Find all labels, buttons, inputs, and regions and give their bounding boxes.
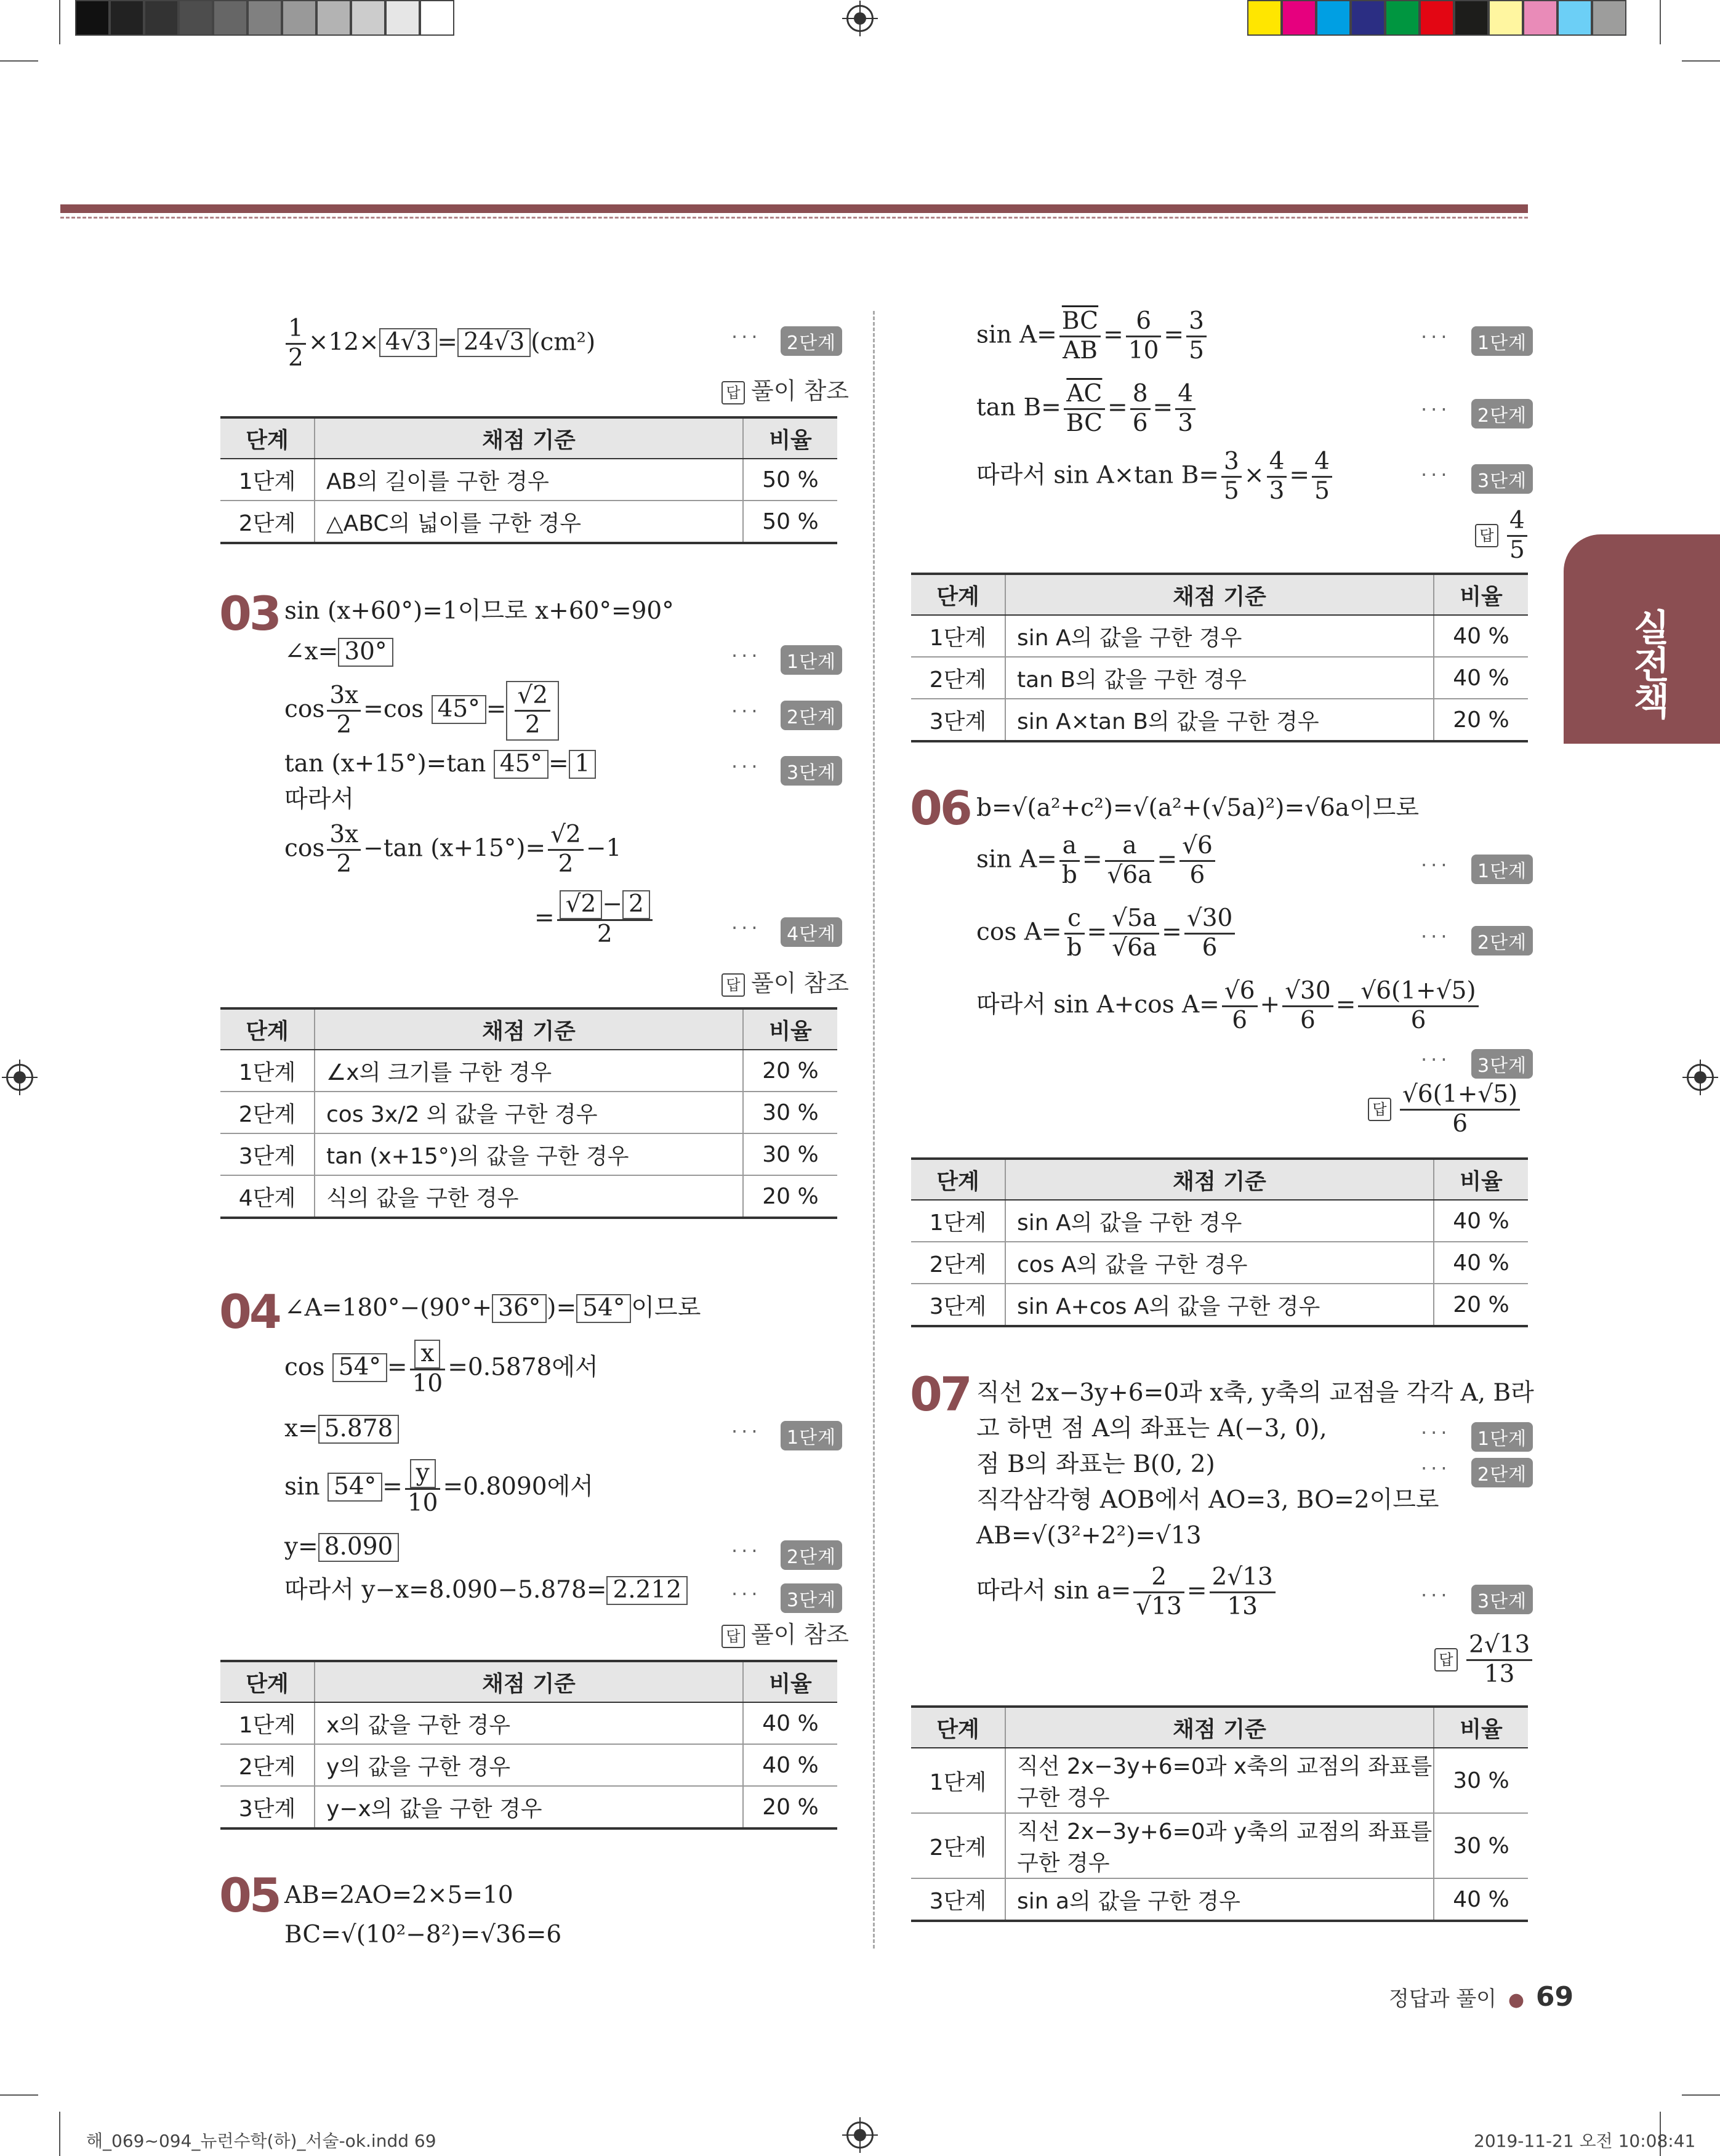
table-cell: sin A의 값을 구한 경우 xyxy=(1005,615,1434,657)
crop-mark xyxy=(0,2094,38,2096)
step-badge: 3단계 xyxy=(781,756,842,786)
table-cell: 2단계 xyxy=(911,1242,1005,1284)
math-line: 따라서 sin A×tan B= $\frac{3}{5}$ × $\frac{4}{3}$ = $\frac{4}{5}$ xyxy=(976,448,1335,505)
table-cell: 20 % xyxy=(743,1050,837,1092)
table-header-cell: 단계 xyxy=(911,1159,1005,1200)
color-swatch xyxy=(351,0,385,36)
scoring-table-04 xyxy=(220,1660,837,1830)
problem-number: 04 xyxy=(219,1284,279,1339)
math-line: 고 하면 점 A의 좌표는 A(−3, 0), xyxy=(976,1415,1327,1442)
table-cell: 40 % xyxy=(743,1744,837,1786)
step-dots: ··· xyxy=(1421,463,1451,486)
math-line: = $\frac{√2 - 2}{2}$ xyxy=(534,890,655,949)
table-cell: 20 % xyxy=(1434,699,1528,741)
table-cell: 40 % xyxy=(1434,615,1528,657)
table-cell: 3단계 xyxy=(911,1284,1005,1326)
table-header-cell: 단계 xyxy=(220,1661,315,1702)
crop-mark xyxy=(59,2112,60,2156)
table-cell: 1단계 xyxy=(220,1050,315,1092)
area-expression: $\frac{1}{2}$ ×12× 4√3 = 24√3 (cm²) xyxy=(283,315,595,372)
math-line: 따라서 sin A+cos A= $\frac{√6}{6}$ + $\frac{√30}{6}$ = $\frac{√6(1+√5)}{6}$ xyxy=(976,978,1481,1035)
math-line: AB=2AO=2×5=10 xyxy=(284,1881,513,1909)
answer-mark-icon: 답 xyxy=(721,381,745,404)
table-row xyxy=(911,1748,1528,1813)
step-dots: ··· xyxy=(731,325,762,348)
math-line: y= 8.090 xyxy=(284,1533,399,1562)
crop-mark xyxy=(1682,60,1720,62)
table-cell: 30 % xyxy=(743,1133,837,1175)
color-swatch xyxy=(1454,0,1489,36)
header-band xyxy=(60,204,1528,213)
table-header-cell: 채점 기준 xyxy=(1005,1159,1434,1200)
color-swatch xyxy=(282,0,316,36)
table-cell: 40 % xyxy=(1434,1878,1528,1921)
registration-mark-bottom xyxy=(846,2122,874,2149)
table-cell: 20 % xyxy=(1434,1284,1528,1326)
answer-mark-icon: 답 xyxy=(1434,1648,1458,1671)
math-line: 직선 2x−3y+6=0과 x축, y축의 교점을 각각 A, B라 xyxy=(976,1379,1534,1407)
step-badge: 3단계 xyxy=(1471,464,1533,494)
scoring-table-07 xyxy=(911,1705,1528,1922)
step-badge: 2단계 xyxy=(1471,1458,1533,1487)
table-header-row xyxy=(220,1661,837,1702)
color-swatch xyxy=(1420,0,1454,36)
table-cell: tan (x+15°)의 값을 구한 경우 xyxy=(315,1133,743,1175)
table-cell: y−x의 값을 구한 경우 xyxy=(315,1786,743,1828)
step-badge: 1단계 xyxy=(781,645,842,675)
table-cell: 40 % xyxy=(1434,657,1528,699)
table-cell: 2단계 xyxy=(220,1092,315,1133)
step-dots: ··· xyxy=(1421,398,1451,421)
crop-mark xyxy=(1660,0,1661,44)
color-swatch xyxy=(1282,0,1316,36)
math-line: tan B= $\frac{\overline{AC}}{BC}$ = $\frac{8}{6}$ = $\frac{4}{3}$ xyxy=(976,380,1198,438)
math-line: b=√(a²+c²)=√(a²+(√5a)²)=√6a이므로 xyxy=(976,794,1420,822)
table-row xyxy=(911,699,1528,741)
table-cell: 30 % xyxy=(1434,1813,1528,1878)
table-cell: △ABC의 넓이를 구한 경우 xyxy=(315,501,743,543)
table-cell: cos 3x/2 의 값을 구한 경우 xyxy=(315,1092,743,1133)
step-badge: 2단계 xyxy=(781,701,842,730)
registration-mark-top xyxy=(846,5,874,32)
step-badge: 2단계 xyxy=(781,326,842,356)
scoring-table-03 xyxy=(220,1007,837,1219)
table-row xyxy=(220,1050,837,1092)
table-cell: 직선 2x−3y+6=0과 x축의 교점의 좌표를 구한 경우 xyxy=(1005,1748,1434,1813)
table-header-row xyxy=(911,574,1528,615)
math-line: sin (x+60°)=1이므로 x+60°=90° xyxy=(284,597,674,625)
step-dots: ··· xyxy=(731,1420,762,1443)
table-row xyxy=(911,657,1528,699)
answer-mark-icon: 답 xyxy=(1368,1098,1391,1121)
table-cell: 20 % xyxy=(743,1786,837,1828)
table-row xyxy=(220,1175,837,1218)
footer-label: 정답과 풀이 xyxy=(1389,1987,1497,2011)
table-row xyxy=(911,1284,1528,1326)
color-swatch xyxy=(75,0,110,36)
table-row xyxy=(220,1786,837,1828)
step-dots: ··· xyxy=(731,755,762,778)
table-row xyxy=(220,1092,837,1133)
side-tab-label: 실전책 xyxy=(1627,608,1670,719)
math-line: ∠x= 30° xyxy=(284,638,393,667)
table-cell: 50 % xyxy=(743,459,837,501)
table-cell: AB의 길이를 구한 경우 xyxy=(315,459,743,501)
problem-number: 06 xyxy=(910,781,970,835)
problem-number: 07 xyxy=(910,1367,970,1422)
step-dots: ··· xyxy=(731,916,762,939)
side-tab xyxy=(1564,534,1720,744)
problem-number: 05 xyxy=(219,1868,279,1923)
table-header-cell: 비율 xyxy=(1434,1159,1528,1200)
math-line: 따라서 y−x=8.090−5.878= 2.212 xyxy=(284,1576,688,1605)
table-header-row xyxy=(220,1008,837,1050)
table-cell: cos A의 값을 구한 경우 xyxy=(1005,1242,1434,1284)
color-swatch xyxy=(316,0,351,36)
color-swatch xyxy=(1557,0,1592,36)
table-cell: 40 % xyxy=(1434,1242,1528,1284)
color-swatch xyxy=(1316,0,1351,36)
step-dots: ··· xyxy=(731,1539,762,1563)
table-cell: 2단계 xyxy=(220,1744,315,1786)
table-row xyxy=(911,1200,1528,1242)
color-swatch xyxy=(213,0,247,36)
math-line: cos 54° = $\frac{x}{10}$ =0.5878에서 xyxy=(284,1340,598,1398)
table-row xyxy=(911,1242,1528,1284)
table-cell: sin a의 값을 구한 경우 xyxy=(1005,1878,1434,1921)
table-header-cell: 비율 xyxy=(743,1008,837,1050)
table-cell: 1단계 xyxy=(911,615,1005,657)
table-header-cell: 단계 xyxy=(220,417,315,459)
table-cell: x의 값을 구한 경우 xyxy=(315,1702,743,1744)
color-swatch xyxy=(385,0,420,36)
table-cell: 3단계 xyxy=(220,1133,315,1175)
table-cell: 4단계 xyxy=(220,1175,315,1218)
math-line: sin A= $\frac{\overline{BC}}{AB}$ = $\frac{6}{10}$ = $\frac{3}{5}$ xyxy=(976,308,1209,365)
table-header-cell: 채점 기준 xyxy=(1005,574,1434,615)
page-number: 69 xyxy=(1535,1981,1574,2013)
table-cell: ∠x의 크기를 구한 경우 xyxy=(315,1050,743,1092)
color-swatch xyxy=(1247,0,1282,36)
problem-number: 03 xyxy=(219,586,279,641)
math-line: sin A= $\frac{a}{b}$ = $\frac{a}{√6a}$ = $\frac{√6}{6}$ xyxy=(976,832,1218,890)
table-cell: 2단계 xyxy=(911,1813,1005,1878)
color-swatch xyxy=(247,0,282,36)
step-badge: 1단계 xyxy=(1471,855,1533,884)
answer-mark-icon: 답 xyxy=(721,973,745,997)
step-dots: ··· xyxy=(731,1582,762,1606)
table-header-row xyxy=(220,417,837,459)
math-line: 따라서 xyxy=(284,786,355,813)
math-line: sin 54° = $\frac{y}{10}$ =0.8090에서 xyxy=(284,1459,593,1517)
table-header-cell: 채점 기준 xyxy=(315,1008,743,1050)
table-row xyxy=(220,1133,837,1175)
step-badge: 2단계 xyxy=(1471,399,1533,428)
table-cell: tan B의 값을 구한 경우 xyxy=(1005,657,1434,699)
step-dots: ··· xyxy=(731,699,762,723)
file-slug: 해_069~094_뉴런수학(하)_서술-ok.indd 69 xyxy=(86,2131,436,2151)
table-cell: 3단계 xyxy=(911,699,1005,741)
step-badge: 4단계 xyxy=(781,917,842,947)
table-cell: 1단계 xyxy=(911,1200,1005,1242)
math-line: ∠A=180°−(90°+ 36° )= 54° 이므로 xyxy=(284,1294,701,1322)
table-cell: 20 % xyxy=(743,1175,837,1218)
step-badge: 3단계 xyxy=(1471,1585,1533,1614)
print-datetime: 2019-11-21 오전 10:08:41 xyxy=(1474,2131,1696,2151)
table-header-cell: 비율 xyxy=(1434,574,1528,615)
step-badge: 3단계 xyxy=(781,1583,842,1613)
table-header-cell: 단계 xyxy=(911,1707,1005,1748)
table-row xyxy=(220,501,837,543)
answer-note: 답 풀이 참조 xyxy=(721,1615,849,1649)
table-header-row xyxy=(911,1707,1528,1748)
registration-mark-left xyxy=(6,1064,33,1091)
color-swatch xyxy=(1523,0,1557,36)
math-line: x= 5.878 xyxy=(284,1415,399,1444)
step-badge: 1단계 xyxy=(1471,1422,1533,1452)
column-divider xyxy=(873,311,875,1949)
table-header-cell: 비율 xyxy=(1434,1707,1528,1748)
step-dots: ··· xyxy=(1421,853,1451,877)
table-row xyxy=(911,1813,1528,1878)
table-cell: 2단계 xyxy=(220,501,315,543)
step-dots: ··· xyxy=(1421,1457,1451,1480)
color-swatch xyxy=(1385,0,1420,36)
color-swatch xyxy=(144,0,179,36)
color-swatch xyxy=(110,0,144,36)
table-cell: 40 % xyxy=(1434,1200,1528,1242)
table-header-cell: 채점 기준 xyxy=(315,417,743,459)
table-cell: sin A×tan B의 값을 구한 경우 xyxy=(1005,699,1434,741)
answer-mark-icon: 답 xyxy=(1475,524,1498,547)
answer-mark-icon: 답 xyxy=(721,1625,745,1648)
step-badge: 1단계 xyxy=(781,1421,842,1450)
table-header-cell: 비율 xyxy=(743,417,837,459)
table-row xyxy=(220,1744,837,1786)
header-dash-line xyxy=(60,217,1528,219)
answer-note: 답 $\frac{√6(1+√5)}{6}$ xyxy=(1368,1081,1522,1138)
color-swatch xyxy=(420,0,454,36)
math-line: 직각삼각형 AOB에서 AO=3, BO=2이므로 xyxy=(976,1486,1439,1514)
table-header-cell: 채점 기준 xyxy=(315,1661,743,1702)
answer-note: 답 $\frac{2√13}{13}$ xyxy=(1434,1631,1535,1689)
table-cell: 30 % xyxy=(743,1092,837,1133)
table-row xyxy=(220,459,837,501)
table-row xyxy=(911,1878,1528,1921)
step-badge: 1단계 xyxy=(1471,326,1533,356)
color-swatch xyxy=(1489,0,1523,36)
bullet-icon: ● xyxy=(1508,1989,1525,2011)
table-cell: 2단계 xyxy=(911,657,1005,699)
table-cell: 30 % xyxy=(1434,1748,1528,1813)
crop-mark xyxy=(0,60,38,62)
crop-mark xyxy=(1682,2094,1720,2096)
table-cell: 1단계 xyxy=(220,1702,315,1744)
table-header-cell: 채점 기준 xyxy=(1005,1707,1434,1748)
table-cell: 40 % xyxy=(743,1702,837,1744)
step-dots: ··· xyxy=(1421,925,1451,948)
math-line: 점 B의 좌표는 B(0, 2) xyxy=(976,1450,1215,1478)
table-cell: sin A의 값을 구한 경우 xyxy=(1005,1200,1434,1242)
math-line: AB=√(3²+2²)=√13 xyxy=(976,1522,1202,1550)
table-header-row xyxy=(911,1159,1528,1200)
math-line: 따라서 sin a= $\frac{2}{√13}$ = $\frac{2√13}{13}$ xyxy=(976,1564,1278,1621)
math-line: tan (x+15°)=tan 45° = 1 xyxy=(284,750,596,779)
step-dots: ··· xyxy=(1421,1048,1451,1071)
step-dots: ··· xyxy=(731,644,762,667)
step-dots: ··· xyxy=(1421,1583,1451,1607)
table-cell: 50 % xyxy=(743,501,837,543)
table-cell: 1단계 xyxy=(220,459,315,501)
color-swatch xyxy=(1592,0,1626,36)
registration-mark-right xyxy=(1687,1064,1714,1091)
table-cell: 1단계 xyxy=(911,1748,1005,1813)
step-dots: ··· xyxy=(1421,1421,1451,1444)
answer-note: 답 $\frac{4}{5}$ xyxy=(1475,507,1530,565)
page-footer xyxy=(1389,1981,1573,2013)
step-badge: 2단계 xyxy=(1471,926,1533,955)
step-badge: 3단계 xyxy=(1471,1049,1533,1079)
table-cell: 직선 2x−3y+6=0과 y축의 교점의 좌표를 구한 경우 xyxy=(1005,1813,1434,1878)
answer-note: 답 풀이 참조 xyxy=(721,964,849,998)
table-cell: 3단계 xyxy=(911,1878,1005,1921)
table-row xyxy=(911,615,1528,657)
crop-mark xyxy=(59,0,60,44)
table-cell: y의 값을 구한 경우 xyxy=(315,1744,743,1786)
color-swatch xyxy=(179,0,213,36)
scoring-table-02 xyxy=(220,416,837,544)
scoring-table-05 xyxy=(911,573,1528,742)
step-badge: 2단계 xyxy=(781,1540,842,1570)
table-header-cell: 단계 xyxy=(911,574,1005,615)
math-line: cos A= $\frac{c}{b}$ = $\frac{√5a}{√6a}$ = $\frac{√30}{6}$ xyxy=(976,905,1237,962)
scoring-table-06 xyxy=(911,1157,1528,1327)
table-cell: 3단계 xyxy=(220,1786,315,1828)
answer-note: 답 풀이 참조 xyxy=(721,372,849,406)
math-line: cos $\frac{3x}{2}$ −tan (x+15°)= $\frac{√2}{2}$ −1 xyxy=(284,821,622,878)
table-cell: 식의 값을 구한 경우 xyxy=(315,1175,743,1218)
color-swatch xyxy=(1351,0,1385,36)
table-header-cell: 단계 xyxy=(220,1008,315,1050)
table-cell: sin A+cos A의 값을 구한 경우 xyxy=(1005,1284,1434,1326)
table-row xyxy=(220,1702,837,1744)
step-dots: ··· xyxy=(1421,325,1451,348)
table-header-cell: 비율 xyxy=(743,1661,837,1702)
math-line: BC=√(10²−8²)=√36=6 xyxy=(284,1921,562,1949)
math-line: cos $\frac{3x}{2}$ =cos 45° = $\frac{√2}{2}$ xyxy=(284,681,559,741)
